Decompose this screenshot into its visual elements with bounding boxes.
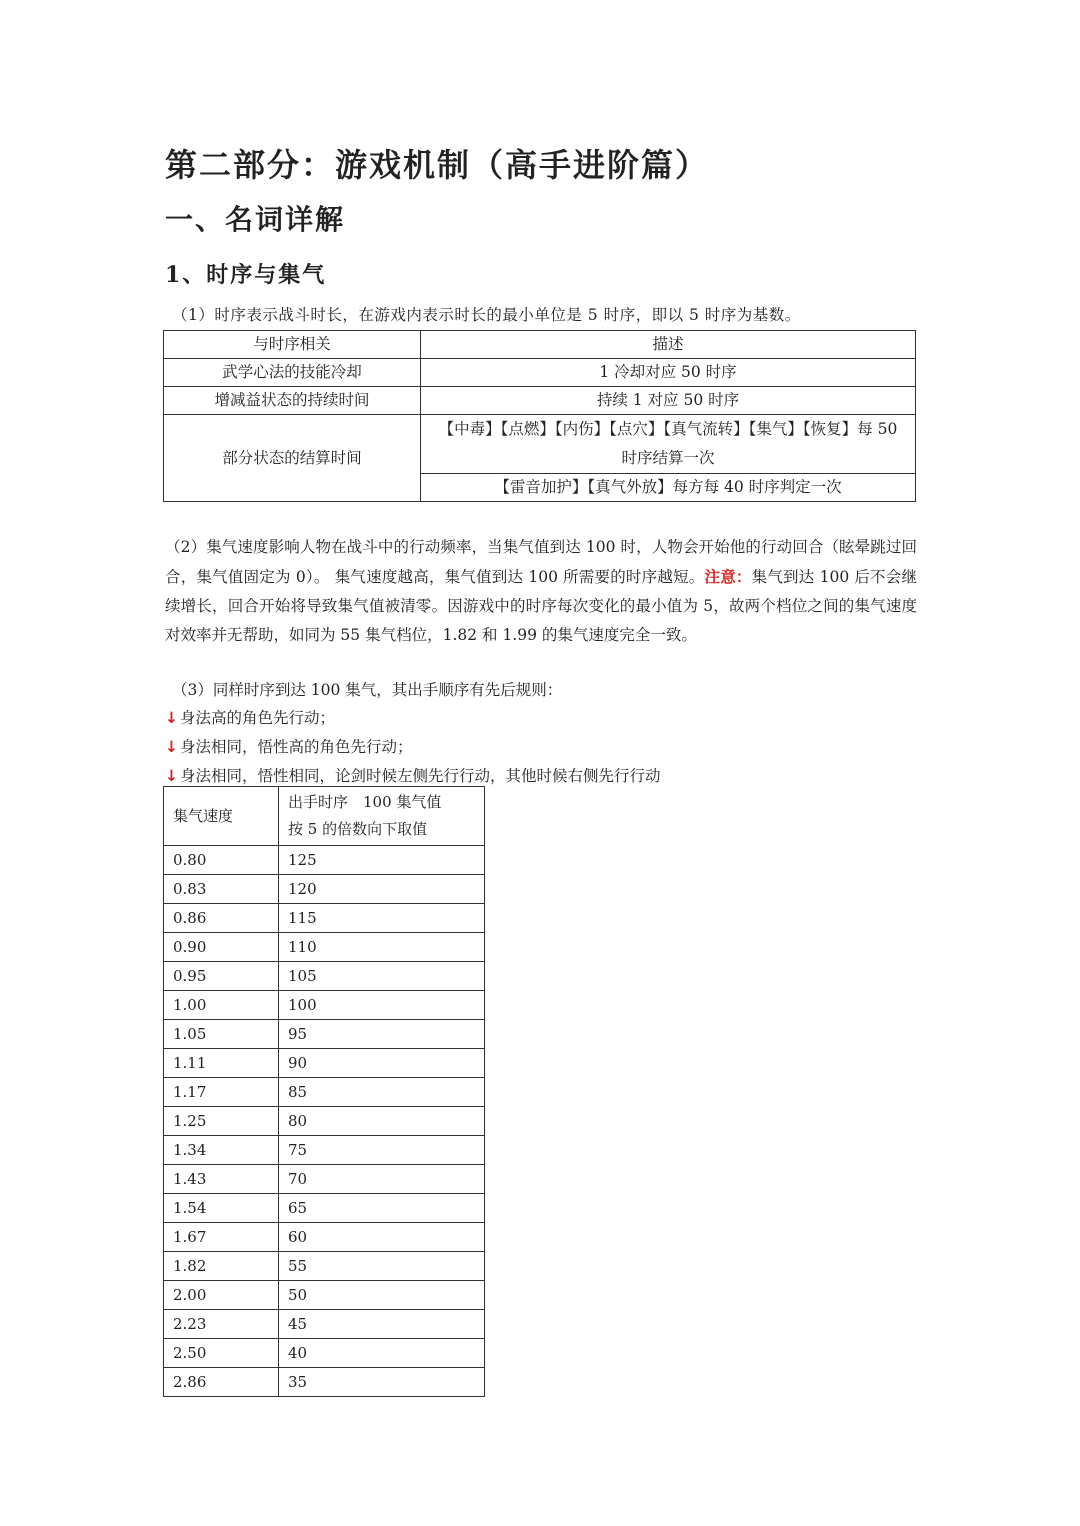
table-cell: 1 冷却对应 50 时序	[421, 359, 916, 387]
speed-cell: 0.95	[164, 962, 279, 991]
timing-cell: 35	[279, 1368, 485, 1397]
rule-text: 身法高的角色先行动；	[180, 709, 336, 727]
timing-cell: 100	[279, 991, 485, 1020]
timing-cell: 95	[279, 1020, 485, 1049]
table-row	[164, 1049, 485, 1078]
rule-text: 身法相同，悟性高的角色先行动；	[180, 738, 413, 756]
table-cell: 【雷音加护】【真气外放】每方每 40 时序判定一次	[421, 474, 916, 502]
table-row	[164, 1310, 485, 1339]
table-cell: 增减益状态的持续时间	[164, 387, 421, 415]
timing-cell: 110	[279, 933, 485, 962]
paragraph-1: （1）时序表示战斗时长，在游戏内表示时长的最小单位是 5 时序，即以 5 时序为基数。	[172, 306, 801, 324]
header-line: 按 5 的倍数向下取值	[288, 820, 428, 838]
table-row	[164, 1136, 485, 1165]
speed-cell: 1.05	[164, 1020, 279, 1049]
speed-cell: 2.23	[164, 1310, 279, 1339]
table-row	[164, 359, 916, 387]
table-row	[164, 1252, 485, 1281]
table-row	[164, 904, 485, 933]
timing-cell: 55	[279, 1252, 485, 1281]
rule-item	[165, 704, 335, 733]
table-row	[164, 387, 916, 415]
rule-text: 身法相同，悟性相同，论剑时候左侧先行行动，其他时候右侧先行行动	[180, 767, 661, 785]
speed-cell: 1.43	[164, 1165, 279, 1194]
table-row	[164, 1368, 485, 1397]
note-label: 注意：	[704, 567, 752, 586]
speed-cell: 1.34	[164, 1136, 279, 1165]
timing-cell: 80	[279, 1107, 485, 1136]
table-cell: 武学心法的技能冷却	[164, 359, 421, 387]
speed-cell: 0.80	[164, 846, 279, 875]
timing-cell: 75	[279, 1136, 485, 1165]
speed-cell: 0.83	[164, 875, 279, 904]
section-title: 一、名词详解	[165, 203, 346, 236]
timing-cell: 50	[279, 1281, 485, 1310]
paragraph-3: （3）同样时序到达 100 集气，其出手顺序有先后规则：	[172, 681, 563, 699]
table-row	[164, 933, 485, 962]
speed-cell: 2.86	[164, 1368, 279, 1397]
table-row	[164, 1165, 485, 1194]
table-header-cell: 描述	[421, 331, 916, 359]
table-header-cell	[279, 787, 485, 846]
table-row	[164, 415, 916, 474]
speed-cell: 0.90	[164, 933, 279, 962]
table-row	[164, 1194, 485, 1223]
speed-cell: 2.00	[164, 1281, 279, 1310]
timing-table	[163, 330, 916, 502]
speed-cell: 1.67	[164, 1223, 279, 1252]
paragraph-2	[165, 533, 917, 650]
table-row	[164, 846, 485, 875]
speed-cell: 1.25	[164, 1107, 279, 1136]
paragraph-2-text-a: （2）集气速度影响人物在战斗中的行动频率，当集气值到达 100 时，人物会开始他的行动回合（眩晕跳过回合，集气值固定为 0）。 集气速度越高，集气值到达 100 所需要的时序越短。	[165, 538, 917, 586]
table-row	[164, 991, 485, 1020]
table-row	[164, 1223, 485, 1252]
table-header-cell: 与时序相关	[164, 331, 421, 359]
timing-cell: 70	[279, 1165, 485, 1194]
table-header-row	[164, 331, 916, 359]
table-row	[164, 1281, 485, 1310]
speed-cell: 0.86	[164, 904, 279, 933]
table-row	[164, 1339, 485, 1368]
timing-cell: 85	[279, 1078, 485, 1107]
rule-item	[165, 733, 413, 762]
table-row	[164, 1107, 485, 1136]
timing-cell: 125	[279, 846, 485, 875]
speed-cell: 1.82	[164, 1252, 279, 1281]
timing-cell: 120	[279, 875, 485, 904]
speed-table	[163, 786, 485, 1397]
timing-cell: 45	[279, 1310, 485, 1339]
timing-cell: 65	[279, 1194, 485, 1223]
part-title: 第二部分：游戏机制（高手进阶篇）	[165, 146, 710, 184]
timing-cell: 60	[279, 1223, 485, 1252]
subsection-title: 1、时序与集气	[165, 262, 327, 288]
table-row	[164, 962, 485, 991]
header-line: 出手时序 100 集气值	[288, 793, 442, 811]
table-cell: 持续 1 对应 50 时序	[421, 387, 916, 415]
speed-cell: 1.00	[164, 991, 279, 1020]
down-arrow-icon: ↓	[165, 709, 178, 727]
down-arrow-icon: ↓	[165, 738, 178, 756]
timing-cell: 40	[279, 1339, 485, 1368]
timing-cell: 115	[279, 904, 485, 933]
down-arrow-icon: ↓	[165, 767, 178, 785]
table-row	[164, 1020, 485, 1049]
table-cell: 【中毒】【点燃】【内伤】【点穴】【真气流转】【集气】【恢复】每 50 时序结算一次	[421, 415, 916, 474]
timing-cell: 105	[279, 962, 485, 991]
table-row	[164, 1078, 485, 1107]
speed-cell: 1.54	[164, 1194, 279, 1223]
table-header-row	[164, 787, 485, 846]
table-cell-merged: 部分状态的结算时间	[164, 415, 421, 502]
table-row	[164, 875, 485, 904]
table-header-cell: 集气速度	[164, 787, 279, 846]
timing-cell: 90	[279, 1049, 485, 1078]
paragraph-2-text-b: 集气到达 100 后不会继续增长，回合开始将导致集气值被清零。因游戏中的时序每次变化的最小值为 5，故两个档位之间的集气速度对效率并无帮助，如同为 55 集气档位，1.82 和 1.99 的集气速度完全一致。	[165, 568, 917, 644]
speed-cell: 2.50	[164, 1339, 279, 1368]
speed-cell: 1.11	[164, 1049, 279, 1078]
speed-cell: 1.17	[164, 1078, 279, 1107]
